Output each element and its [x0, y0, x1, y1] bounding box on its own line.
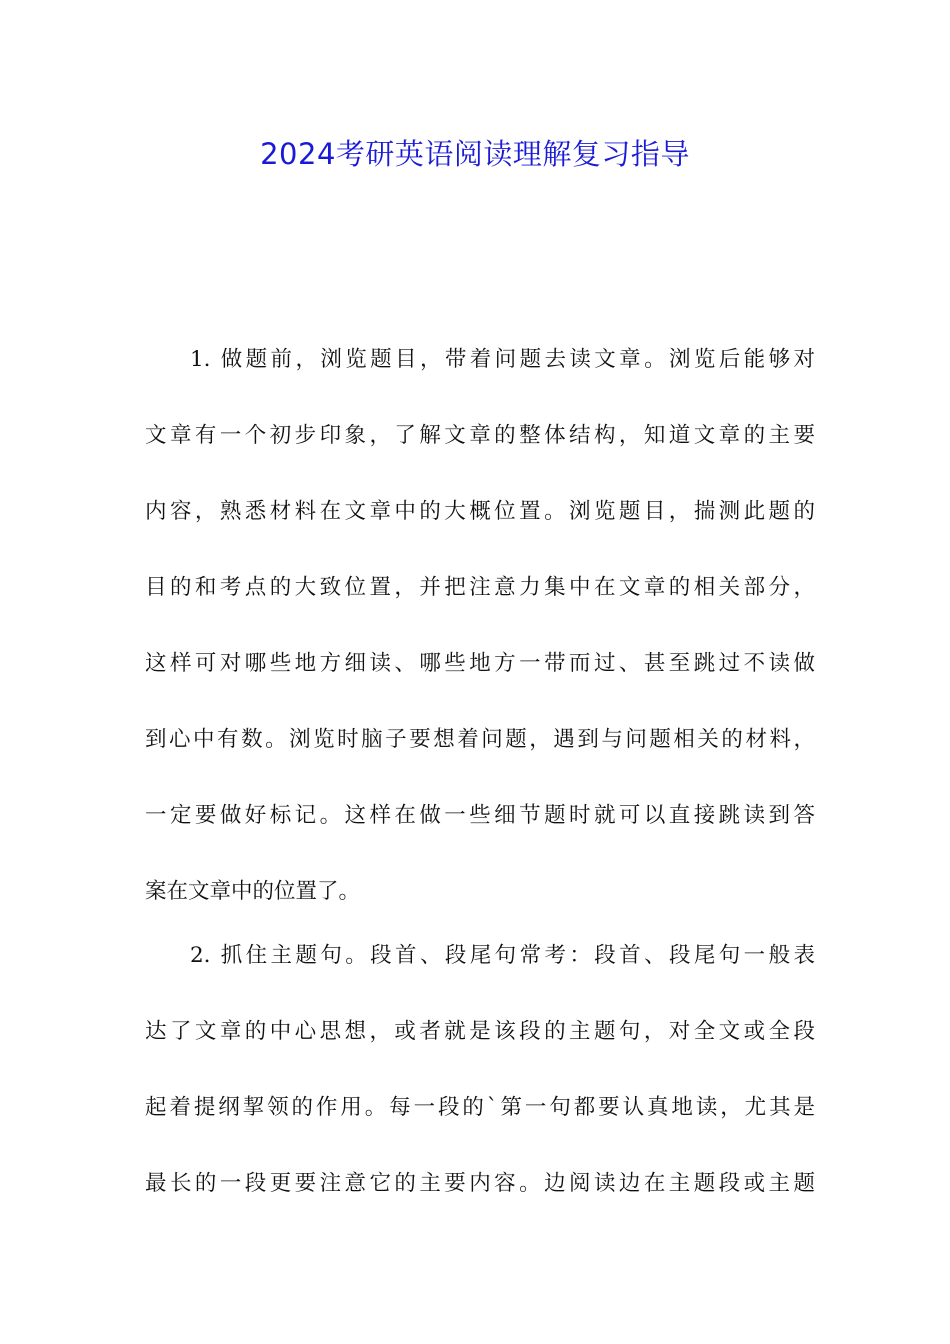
paragraph-line: 一定要做好标记。这样在做一些细节题时就可以直接跳读到答 [145, 803, 815, 828]
paragraph-line: 内容，熟悉材料在文章中的大概位置。浏览题目，揣测此题的 [145, 499, 815, 524]
paragraph-line: 1. 做题前，浏览题目，带着问题去读文章。浏览后能够对 [190, 347, 815, 372]
paragraph-line: 到心中有数。浏览时脑子要想着问题，遇到与问题相关的材料， [145, 727, 815, 752]
paragraph-line: 最长的一段更要注意它的主要内容。边阅读边在主题段或主题 [145, 1171, 815, 1196]
paragraph-line: 目的和考点的大致位置，并把注意力集中在文章的相关部分， [145, 575, 815, 600]
paragraph-line: 达了文章的中心思想，或者就是该段的主题句，对全文或全段 [145, 1019, 815, 1044]
paragraph-line: 文章有一个初步印象，了解文章的整体结构，知道文章的主要 [145, 423, 815, 448]
paragraph-line: 2. 抓住主题句。段首、段尾句常考：段首、段尾句一般表 [190, 943, 815, 968]
paragraph-line: 案在文章中的位置了。 [145, 879, 361, 904]
document-title: 2024考研英语阅读理解复习指导 [260, 137, 690, 171]
paragraph-line: 这样可对哪些地方细读、哪些地方一带而过、甚至跳过不读做 [145, 651, 815, 676]
paragraph-line: 起着提纲挈领的作用。每一段的`第一句都要认真地读，尤其是 [145, 1095, 815, 1120]
